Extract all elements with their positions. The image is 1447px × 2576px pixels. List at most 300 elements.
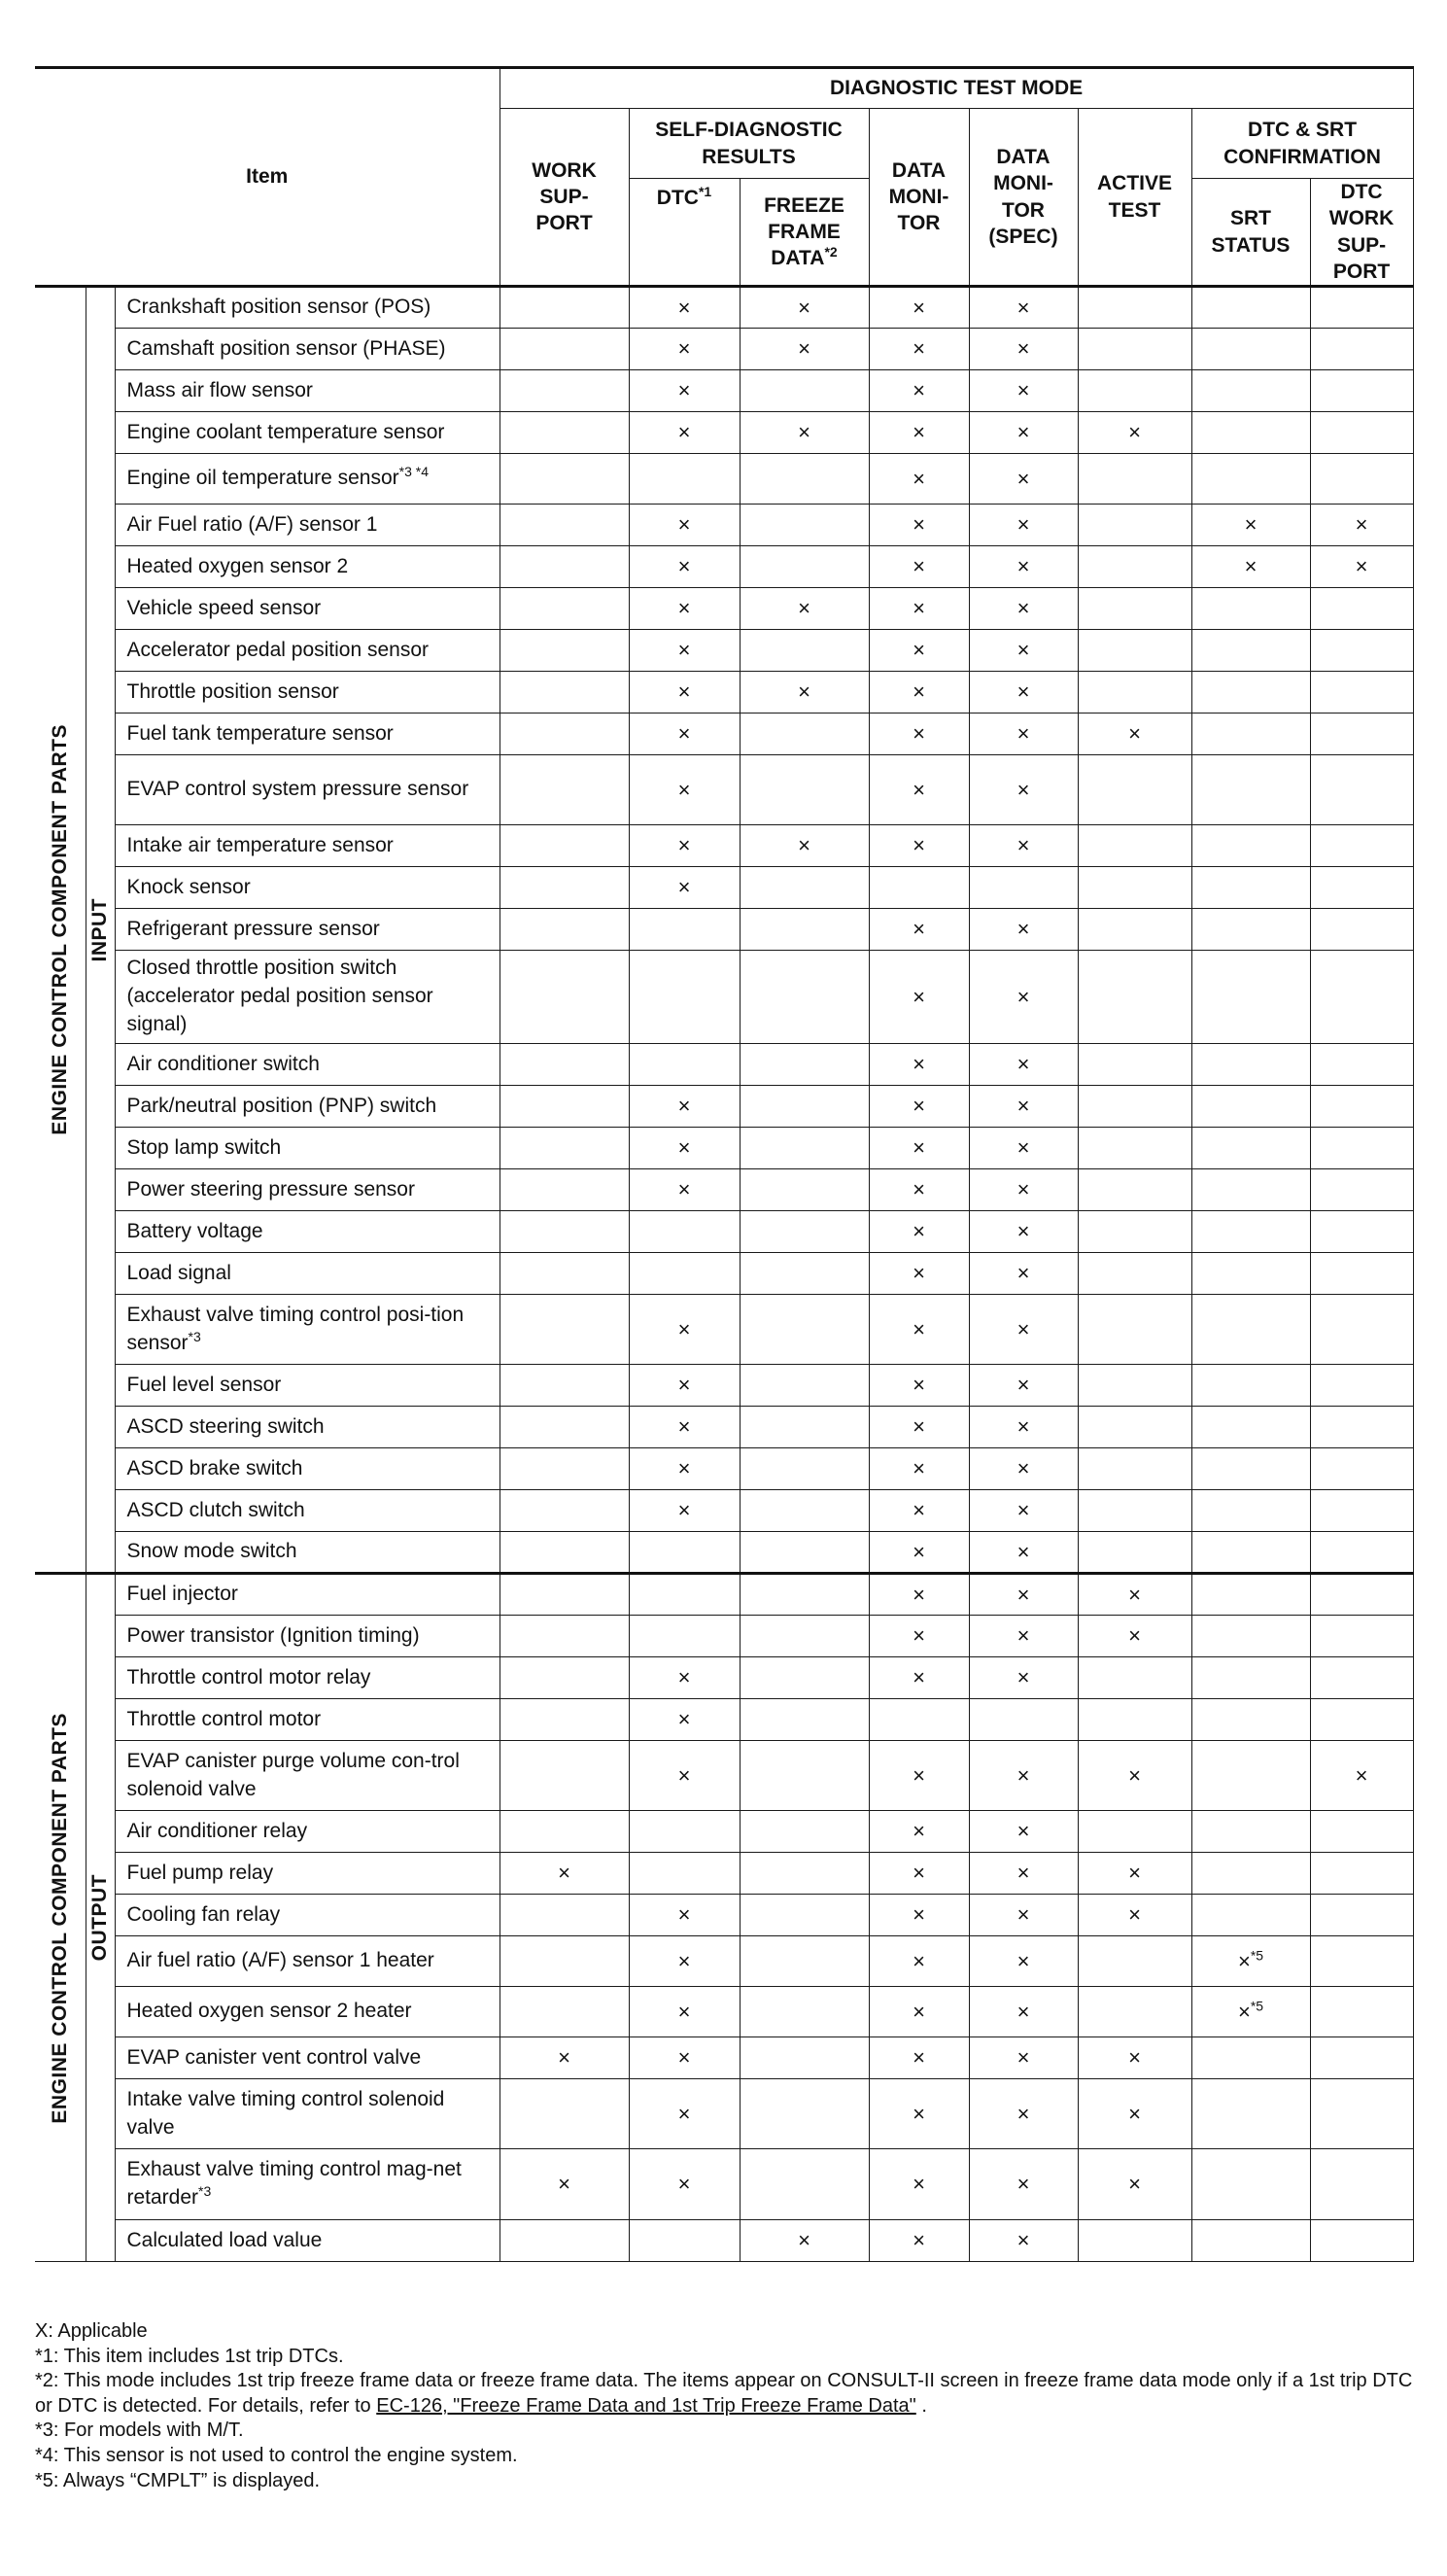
applicable-mark: × <box>1016 1177 1030 1202</box>
applicable-mark: × <box>913 1456 925 1481</box>
srt-status-cell <box>1191 370 1310 412</box>
item-name: Camshaft position sensor (PHASE) <box>126 336 446 360</box>
item-name-cell <box>115 1811 500 1853</box>
srt-status-cell <box>1191 505 1310 546</box>
dtc-work-support-cell <box>1310 412 1413 454</box>
footnote-4: *4: This sensor is not used to control the engine system. <box>35 2444 518 2466</box>
applicable-mark: × <box>677 2172 691 2197</box>
applicable-mark: × <box>913 721 925 747</box>
applicable-mark: × <box>677 1316 691 1341</box>
data-monitor-spec-cell <box>969 1169 1078 1211</box>
table-row <box>35 825 1413 867</box>
active-test-cell <box>1078 1741 1191 1811</box>
applicable-mark: × <box>1244 554 1258 579</box>
data-monitor-cell <box>869 1741 969 1811</box>
work-support-cell <box>500 2220 629 2262</box>
active-test-cell <box>1078 1295 1191 1365</box>
applicable-mark: × <box>1128 1762 1141 1788</box>
diagnostic-test-mode-header: DIAGNOSTIC TEST MODE <box>500 68 1413 109</box>
input-section-label: INPUT <box>88 897 111 962</box>
applicable-mark: × <box>1016 679 1030 705</box>
data-monitor-spec-cell <box>969 1086 1078 1128</box>
dtc-work-support-cell <box>1310 1657 1413 1699</box>
work-support-cell <box>500 630 629 672</box>
work-support-cell <box>500 867 629 909</box>
dtc-work-support-cell <box>1310 1616 1413 1657</box>
applicable-mark: × <box>1128 420 1141 445</box>
dtc-cell <box>629 546 740 588</box>
data-monitor-spec-cell <box>969 1853 1078 1895</box>
dtc-cell <box>629 2079 740 2149</box>
dtc-cell <box>629 2220 740 2262</box>
item-name-cell <box>115 630 500 672</box>
applicable-mark: × <box>1244 512 1258 538</box>
active-test-cell <box>1078 1699 1191 1741</box>
active-test-cell <box>1078 2079 1191 2149</box>
dtc-cell <box>629 867 740 909</box>
freeze-frame-reference-link[interactable]: EC-126, "Freeze Frame Data and 1st Trip Freeze Frame Data" <box>376 2394 916 2417</box>
dtc-cell <box>629 755 740 825</box>
data-monitor-spec-cell <box>969 1987 1078 2037</box>
output-section <box>35 1574 1413 2262</box>
dtc-cell <box>629 1086 740 1128</box>
data-monitor-cell <box>869 630 969 672</box>
dtc-srt-confirmation-header: DTC & SRT CONFIRMATION <box>1191 109 1413 179</box>
item-name-cell <box>115 329 500 370</box>
applicable-mark: × <box>1016 2045 1030 2071</box>
data-monitor-spec-cell <box>969 1128 1078 1169</box>
work-support-cell <box>500 2149 629 2220</box>
applicable-mark: × <box>677 1999 691 2024</box>
applicable-mark: × <box>1128 1623 1141 1649</box>
item-name: Air conditioner relay <box>126 1819 308 1842</box>
freeze-frame-cell <box>740 1987 869 2037</box>
data-monitor-cell <box>869 1128 969 1169</box>
table-row <box>35 951 1413 1044</box>
applicable-mark: × <box>677 378 691 403</box>
data-monitor-cell <box>869 1699 969 1741</box>
active-test-cell <box>1078 2037 1191 2079</box>
dtc-work-support-cell <box>1310 1211 1413 1253</box>
data-monitor-spec-cell <box>969 2079 1078 2149</box>
data-monitor-spec-cell <box>969 867 1078 909</box>
applicable-mark: × <box>1128 1861 1141 1886</box>
dtc-cell <box>629 1574 740 1616</box>
applicable-mark: × <box>913 1762 925 1788</box>
dtc-work-support-cell <box>1310 287 1413 329</box>
dtc-work-support-cell <box>1310 370 1413 412</box>
data-monitor-spec-cell <box>969 1407 1078 1448</box>
footnote-1: *1: This item includes 1st trip DTCs. <box>35 2345 344 2367</box>
srt-status-cell <box>1191 1169 1310 1211</box>
dtc-cell <box>629 1490 740 1532</box>
applicable-mark: × <box>1016 917 1030 942</box>
freeze-frame-cell <box>740 1895 869 1936</box>
table-row <box>35 1086 1413 1128</box>
dtc-work-support-cell <box>1310 1490 1413 1532</box>
freeze-frame-cell <box>740 1741 869 1811</box>
dtc-work-support-cell <box>1310 329 1413 370</box>
srt-status-cell <box>1191 588 1310 630</box>
freeze-frame-cell <box>740 755 869 825</box>
data-monitor-spec-cell <box>969 588 1078 630</box>
applicable-mark: × <box>1016 721 1030 747</box>
applicable-mark: × <box>913 336 925 362</box>
data-monitor-cell <box>869 1253 969 1295</box>
item-name-cell <box>115 1044 500 1086</box>
active-test-cell <box>1078 546 1191 588</box>
item-name-cell <box>115 755 500 825</box>
dtc-work-support-cell <box>1310 825 1413 867</box>
applicable-mark: × <box>677 638 691 663</box>
item-name: Mass air flow sensor <box>126 378 313 401</box>
dtc-cell <box>629 951 740 1044</box>
applicable-mark: × <box>558 2045 570 2071</box>
data-monitor-cell <box>869 1987 969 2037</box>
work-support-cell <box>500 1811 629 1853</box>
table-row <box>35 1044 1413 1086</box>
dtc-work-support-cell <box>1310 909 1413 951</box>
applicable-mark: × <box>798 420 810 445</box>
srt-status-cell <box>1191 1532 1310 1574</box>
applicable-mark: × <box>677 295 691 320</box>
dtc-work-support-cell <box>1310 1044 1413 1086</box>
table-row <box>35 287 1413 329</box>
active-test-cell <box>1078 909 1191 951</box>
item-name: Fuel level sensor <box>126 1373 282 1396</box>
table-row <box>35 329 1413 370</box>
applicable-mark: × <box>913 1052 925 1077</box>
active-test-cell <box>1078 1044 1191 1086</box>
item-name: Stop lamp switch <box>126 1135 282 1159</box>
applicable-mark: × <box>1355 512 1368 538</box>
srt-status-cell <box>1191 1657 1310 1699</box>
applicable-mark: × <box>913 1498 925 1523</box>
dtc-work-support-cell <box>1310 1853 1413 1895</box>
freeze-frame-cell <box>740 2220 869 2262</box>
work-support-cell <box>500 2037 629 2079</box>
table-row <box>35 1365 1413 1407</box>
item-name: Knock sensor <box>126 875 251 898</box>
srt-status-cell <box>1191 1616 1310 1657</box>
item-name-cell <box>115 1741 500 1811</box>
data-monitor-cell <box>869 867 969 909</box>
work-support-cell <box>500 1253 629 1295</box>
data-monitor-spec-cell <box>969 1365 1078 1407</box>
dtc-work-support-cell <box>1310 951 1413 1044</box>
applicable-mark: × <box>913 1819 925 1844</box>
work-support-cell <box>500 951 629 1044</box>
srt-status-cell <box>1191 1253 1310 1295</box>
item-header: Item <box>35 68 500 287</box>
active-test-cell <box>1078 1853 1191 1895</box>
work-support-cell <box>500 1574 629 1616</box>
work-support-cell <box>500 1211 629 1253</box>
data-monitor-cell <box>869 546 969 588</box>
diagnostic-mode-table <box>35 66 1414 2262</box>
item-name: Calculated load value <box>126 2228 323 2251</box>
item-name-cell <box>115 1936 500 1987</box>
data-monitor-spec-cell <box>969 1895 1078 1936</box>
item-name: Cooling fan relay <box>126 1902 281 1926</box>
srt-status-cell <box>1191 1699 1310 1741</box>
dtc-cell <box>629 1295 740 1365</box>
active-test-cell <box>1078 1211 1191 1253</box>
data-monitor-spec-cell <box>969 672 1078 714</box>
srt-status-cell <box>1191 454 1310 505</box>
work-support-cell <box>500 1295 629 1365</box>
dtc-header: DTC$^{*1}$ <box>629 179 740 287</box>
data-monitor-spec-cell <box>969 1657 1078 1699</box>
footnote-3: *3: For models with M/T. <box>35 2419 244 2442</box>
dtc-work-support-cell <box>1310 630 1413 672</box>
dtc-work-support-cell <box>1310 505 1413 546</box>
data-monitor-cell <box>869 1657 969 1699</box>
item-name: Refrigerant pressure sensor <box>126 917 380 940</box>
data-monitor-spec-cell <box>969 1936 1078 1987</box>
freeze-frame-cell <box>740 2079 869 2149</box>
dtc-work-support-cell <box>1310 1532 1413 1574</box>
active-test-cell <box>1078 1128 1191 1169</box>
item-name-cell <box>115 909 500 951</box>
applicable-mark: × <box>677 777 691 802</box>
srt-status-cell <box>1191 287 1310 329</box>
table-row <box>35 1253 1413 1295</box>
dtc-work-support-cell <box>1310 546 1413 588</box>
work-support-cell <box>500 714 629 755</box>
srt-status-cell <box>1191 2149 1310 2220</box>
data-monitor-cell <box>869 1853 969 1895</box>
footnote-5: *5: Always “CMPLT” is displayed. <box>35 2469 321 2491</box>
applicable-mark: × <box>1355 554 1368 579</box>
applicable-mark: × <box>677 1707 691 1732</box>
item-name: Snow mode switch <box>126 1540 297 1563</box>
data-monitor-spec-cell <box>969 825 1078 867</box>
table-row <box>35 454 1413 505</box>
data-monitor-spec-cell <box>969 1532 1078 1574</box>
table-row <box>35 867 1413 909</box>
data-monitor-cell <box>869 1365 969 1407</box>
data-monitor-spec-cell <box>969 2037 1078 2079</box>
table-row <box>35 909 1413 951</box>
active-test-cell <box>1078 1936 1191 1987</box>
srt-status-cell <box>1191 867 1310 909</box>
item-name: Power steering pressure sensor <box>126 1177 415 1201</box>
applicable-mark: × <box>1016 2228 1030 2253</box>
freeze-frame-cell <box>740 1853 869 1895</box>
dtc-work-support-cell <box>1310 1128 1413 1169</box>
applicable-mark: × <box>1128 721 1141 747</box>
data-monitor-cell <box>869 755 969 825</box>
active-test-cell <box>1078 505 1191 546</box>
dtc-cell <box>629 1448 740 1490</box>
work-support-cell <box>500 1853 629 1895</box>
item-footnote: *3 <box>198 2183 212 2200</box>
freeze-frame-cell <box>740 1811 869 1853</box>
applicable-mark: × <box>913 1373 925 1398</box>
active-test-cell <box>1078 951 1191 1044</box>
table-row <box>35 1574 1413 1616</box>
data-monitor-cell <box>869 1211 969 1253</box>
srt-status-cell <box>1191 1295 1310 1365</box>
freeze-frame-cell <box>740 1128 869 1169</box>
item-name-cell <box>115 2079 500 2149</box>
table-row <box>35 1936 1413 1987</box>
active-test-cell <box>1078 588 1191 630</box>
table-row <box>35 2220 1413 2262</box>
item-name-cell <box>115 2220 500 2262</box>
item-name: Exhaust valve timing control mag-net retarder <box>126 2158 462 2210</box>
srt-status-cell <box>1191 2079 1310 2149</box>
active-test-cell <box>1078 1987 1191 2037</box>
data-monitor-spec-cell <box>969 1211 1078 1253</box>
freeze-frame-cell <box>740 867 869 909</box>
srt-status-cell <box>1191 546 1310 588</box>
work-support-cell <box>500 825 629 867</box>
work-support-cell <box>500 1365 629 1407</box>
applicable-mark: × <box>798 2228 810 2253</box>
item-name-cell <box>115 1574 500 1616</box>
data-monitor-cell <box>869 1490 969 1532</box>
applicable-mark: × <box>1016 777 1030 802</box>
freeze-frame-cell <box>740 2037 869 2079</box>
work-support-cell <box>500 1086 629 1128</box>
applicable-mark: × <box>913 1261 925 1286</box>
item-name-cell <box>115 1987 500 2037</box>
applicable-mark: × <box>1016 1819 1030 1844</box>
applicable-mark: × <box>1128 1582 1141 1607</box>
item-name-cell <box>115 505 500 546</box>
work-support-cell <box>500 1448 629 1490</box>
applicable-mark: × <box>913 512 925 538</box>
item-name-cell <box>115 1086 500 1128</box>
data-monitor-spec-cell <box>969 505 1078 546</box>
data-monitor-cell <box>869 454 969 505</box>
work-support-cell <box>500 672 629 714</box>
active-test-cell <box>1078 1574 1191 1616</box>
applicable-mark: × <box>1016 596 1030 621</box>
dtc-cell <box>629 1811 740 1853</box>
active-test-cell <box>1078 755 1191 825</box>
item-name-cell <box>115 370 500 412</box>
work-support-cell <box>500 1169 629 1211</box>
freeze-frame-cell <box>740 370 869 412</box>
freeze-frame-cell <box>740 909 869 951</box>
freeze-frame-cell <box>740 630 869 672</box>
data-monitor-spec-cell <box>969 1253 1078 1295</box>
applicable-mark: × <box>677 512 691 538</box>
table-row <box>35 1532 1413 1574</box>
applicable-mark: × <box>913 833 925 858</box>
applicable-mark: × <box>1016 1135 1030 1161</box>
applicable-mark: × <box>677 1094 691 1119</box>
work-support-cell <box>500 329 629 370</box>
item-name: EVAP canister vent control valve <box>126 2045 422 2069</box>
active-test-cell <box>1078 867 1191 909</box>
applicable-mark: × <box>1016 984 1030 1009</box>
dtc-cell <box>629 454 740 505</box>
active-test-cell <box>1078 1895 1191 1936</box>
applicable-mark: × <box>913 1135 925 1161</box>
dtc-work-support-cell <box>1310 2079 1413 2149</box>
item-name-cell <box>115 1448 500 1490</box>
item-name-cell <box>115 825 500 867</box>
table-row <box>35 1616 1413 1657</box>
freeze-frame-cell <box>740 588 869 630</box>
applicable-mark: × <box>913 1665 925 1690</box>
freeze-frame-cell <box>740 1699 869 1741</box>
dtc-work-support-cell <box>1310 1365 1413 1407</box>
freeze-frame-cell <box>740 1657 869 1699</box>
table-row <box>35 1741 1413 1811</box>
work-support-cell <box>500 1895 629 1936</box>
srt-status-cell <box>1191 951 1310 1044</box>
active-test-cell <box>1078 1086 1191 1128</box>
dtc-cell <box>629 1853 740 1895</box>
applicable-mark: × <box>913 466 925 491</box>
applicable-mark: × <box>1016 512 1030 538</box>
work-support-cell <box>500 1657 629 1699</box>
srt-status-cell <box>1191 1853 1310 1895</box>
dtc-cell <box>629 1407 740 1448</box>
freeze-frame-cell <box>740 546 869 588</box>
work-support-cell <box>500 1987 629 2037</box>
data-monitor-spec-cell <box>969 1574 1078 1616</box>
data-monitor-spec-cell <box>969 546 1078 588</box>
work-support-cell <box>500 546 629 588</box>
applicable-mark: × <box>677 2101 691 2126</box>
srt-status-cell <box>1191 755 1310 825</box>
applicable-mark: × <box>677 1665 691 1690</box>
output-group-label: ENGINE CONTROL COMPONENT PARTS <box>48 1712 71 2124</box>
table-row <box>35 546 1413 588</box>
applicable-mark: × <box>677 420 691 445</box>
applicable-mark: × <box>1016 1623 1030 1649</box>
applicable-mark: × <box>677 833 691 858</box>
item-name: Closed throttle position switch (accelerator pedal position sensor signal) <box>126 957 433 1036</box>
data-monitor-cell <box>869 329 969 370</box>
dtc-cell <box>629 630 740 672</box>
self-diagnostic-results-header: SELF-DIAGNOSTIC RESULTS <box>629 109 869 179</box>
applicable-mark: × <box>1128 2101 1141 2126</box>
applicable-mark: × <box>913 1861 925 1886</box>
output-section-label: OUTPUT <box>88 1874 111 1962</box>
table-row <box>35 1211 1413 1253</box>
item-name: Crankshaft position sensor (POS) <box>126 296 431 319</box>
data-monitor-spec-cell <box>969 1616 1078 1657</box>
item-name: Air Fuel ratio (A/F) sensor 1 <box>126 512 378 536</box>
freeze-frame-cell <box>740 1448 869 1490</box>
dtc-work-support-cell <box>1310 1699 1413 1741</box>
data-monitor-spec-cell <box>969 412 1078 454</box>
input-group-label-cell <box>35 287 86 1574</box>
dtc-cell <box>629 1741 740 1811</box>
table-row <box>35 1811 1413 1853</box>
applicable-mark: × <box>677 336 691 362</box>
srt-status-header: SRT STATUS <box>1191 179 1310 287</box>
table-row <box>35 1295 1413 1365</box>
srt-status-cell <box>1191 412 1310 454</box>
data-monitor-cell <box>869 951 969 1044</box>
data-monitor-cell <box>869 909 969 951</box>
data-monitor-cell <box>869 2220 969 2262</box>
work-support-cell <box>500 1616 629 1657</box>
applicable-mark: × <box>677 875 691 900</box>
applicable-mark: × <box>1016 466 1030 491</box>
item-name-cell <box>115 1699 500 1741</box>
applicable-mark: ×$^{*5}$ <box>1237 1947 1264 1973</box>
srt-status-cell <box>1191 1574 1310 1616</box>
